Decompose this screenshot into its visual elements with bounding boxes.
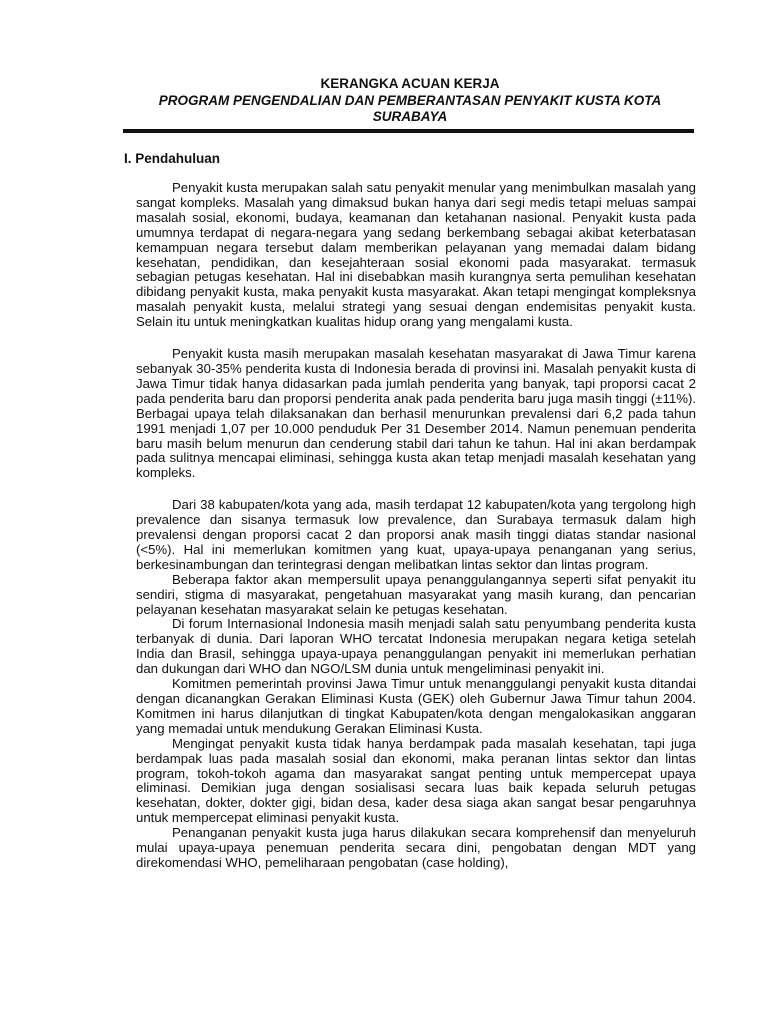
paragraph-5: Di forum Internasional Indonesia masih menjadi salah satu penyumbang penderita kusta terbanyak di dunia. Dari laporan WHO tercatat Indonesia merupakan negara ketiga setelah India dan Brasil, sehingga upaya-upaya penanggulangan penyakit ini memerlukan perhatian dan dukungan dari WHO dan NGO/LSM dunia untuk mengeliminasi penyakit ini. [136,616,696,677]
paragraph-8: Penanganan penyakit kusta juga harus dilakukan secara komprehensif dan menyeluruh mulai upaya-upaya penemuan penderita secara dini, pengobatan dengan MDT yang direkomendasi WHO, pemeliharaan pengobatan (case holding), [136,825,696,870]
document-header [110,76,710,126]
paragraph-3: Dari 38 kabupaten/kota yang ada, masih terdapat 12 kabupaten/kota yang tergolong high prevalence dan sisanya termasuk low prevalence, dan Surabaya termasuk dalam high prevalensi dengan proporsi cacat 2 dan proporsi anak masih tinggi diatas standar nasional (<5%). Hal ini memerlukan komitmen yang kuat, upaya-upaya penanganan yang serius, berkesinambungan dan terintegrasi dengan melibatkan lintas sektor dan lintas program. [136,497,696,572]
document-title: KERANGKA ACUAN KERJA [320,76,500,91]
document-subtitle: PROGRAM PENGENDALIAN DAN PEMBERANTASAN PENYAKIT KUSTA KOTA [158,92,662,108]
section-body [136,181,696,871]
section-heading: I. Pendahuluan [124,151,221,166]
paragraph-1: Penyakit kusta merupakan salah satu penyakit menular yang menimbulkan masalah yang sangat kompleks. Masalah yang dimaksud bukan hanya dari segi medis tetapi meluas sampai masalah sosial, ekonomi, budaya, keamanan dan ketahanan nasional. Penyakit kusta pada umumnya terdapat di negara-negara yang sedang berkembang sebagai akibat keterbatasan kemampuan negara tersebut dalam memberikan pelayanan yang memadai dalam bidang kesehatan, pendidikan, dan kesejahteraan sosial ekonomi pada masyarakat. termasuk sebagian petugas kesehatan. Hal ini disebabkan masih kurangnya serta pemulihan kesehatan dibidang penyakit kusta, maka penyakit kusta masyarakat. Akan tetapi mengingat kompleksnya masalah penyakit kusta, melalui strategi yang sesuai dengan endemisitas penyakit kusta. Selain itu untuk meningkatkan kualitas hidup orang yang mengalami kusta. [136,180,696,330]
paragraph-6: Komitmen pemerintah provinsi Jawa Timur untuk menanggulangi penyakit kusta ditandai dengan dicanangkan Gerakan Eliminasi Kusta (GEK) oleh Gubernur Jawa Timur tahun 2004. Komitmen ini harus dilanjutkan di tingkat Kabupaten/kota dengan mengalokasikan anggaran yang memadai untuk mendukung Gerakan Eliminasi Kusta. [136,676,696,736]
paragraph-7: Mengingat penyakit kusta tidak hanya berdampak pada masalah kesehatan, tapi juga berdampak luas pada masalah sosial dan ekonomi, maka peranan lintas sektor dan lintas program, tokoh-tokoh agama dan masyarakat sangat penting untuk mempercepat upaya eliminasi. Demikian juga dengan sosialisasi secara luas baik kepada seluruh petugas kesehatan, dokter, dokter gigi, bidan desa, kader desa siaga akan sangat besar pengaruhnya untuk mempercepat eliminasi penyakit kusta. [136,735,696,826]
paragraph-4: Beberapa faktor akan mempersulit upaya penanggulangannya seperti sifat penyakit itu sendiri, stigma di masyarakat, pengetahuan masyarakat yang masih kurang, dan pencarian pelayanan kesehatan masyarakat selain ke petugas kesehatan. [136,571,696,617]
document-subtitle-city: SURABAYA [372,109,448,124]
paragraph-2: Penyakit kusta masih merupakan masalah kesehatan masyarakat di Jawa Timur karena sebanyak 30-35% penderita kusta di Indonesia berada di provinsi ini. Masalah penyakit kusta di Jawa Timur tidak hanya didasarkan pada jumlah penderita yang banyak, tapi proporsi cacat 2 pada penderita baru dan proporsi penderita anak pada penderita baru juga masih tinggi (±11%). Berbagai upaya telah dilaksanakan dan berhasil menurunkan prevalensi dari 6,2 pada tahun 1991 menjadi 1,07 per 10.000 penduduk Per 31 Desember 2014. Namun penemuan penderita baru masih belum menurun dan cenderung stabil dari tahun ke tahun. Hal ini akan berdampak pada sulitnya mencapai eliminasi, sehingga kusta akan tetap menjadi masalah kesehatan yang kompleks. [136,346,696,481]
header-divider [123,129,694,133]
